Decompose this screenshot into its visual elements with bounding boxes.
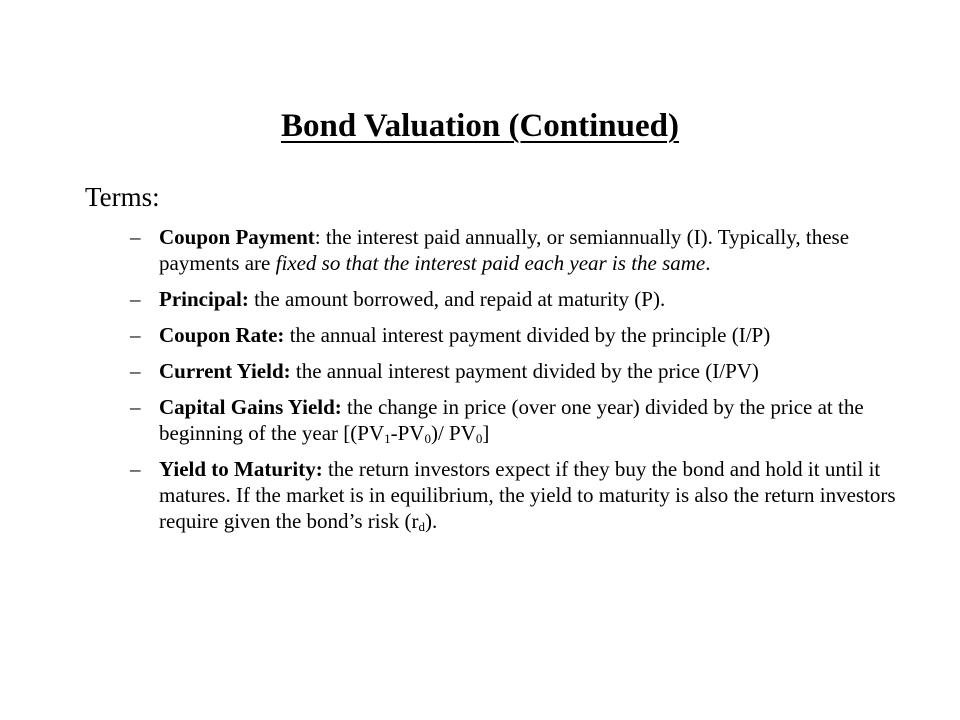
list-item-capital-gains-yield (130, 394, 900, 446)
term-yield-to-maturity: Yield to Maturity: (159, 457, 323, 481)
terms-heading: Terms: (85, 182, 160, 212)
coupon-payment-emphasis: fixed so that the interest paid each year is the same (275, 251, 706, 275)
term-principal: Principal: (159, 287, 249, 311)
terms-list (130, 224, 900, 544)
subscript-0: 0 (424, 431, 431, 446)
term-coupon-rate: Coupon Rate: (159, 323, 285, 347)
yield-to-maturity-text: the return investors expect if they buy the bond and hold it until it matures. If the market is in equilibrium, the yield to maturity is also the return investors require given the bond’s risk (r (159, 457, 896, 533)
list-item-coupon-rate (130, 322, 900, 348)
subscript-d: d (418, 519, 426, 534)
coupon-rate-text: the annual interest payment divided by the principle (I/P) (284, 323, 771, 347)
dash-bullet: – (130, 323, 141, 347)
list-item-coupon-payment (130, 224, 900, 276)
capital-gains-text: the change in price (over one year) divided by the price at the beginning of the year [(PV (159, 395, 864, 445)
list-item-current-yield (130, 358, 900, 384)
capital-gains-mid1: -PV (390, 421, 425, 445)
yield-to-maturity-end: ). (425, 509, 438, 533)
term-coupon-payment: Coupon Payment (159, 225, 315, 249)
list-item-yield-to-maturity (130, 456, 900, 534)
principal-text: the amount borrowed, and repaid at maturity (P). (248, 287, 666, 311)
term-current-yield: Current Yield: (159, 359, 291, 383)
dash-bullet: – (130, 359, 141, 383)
dash-bullet: – (130, 395, 141, 419)
capital-gains-mid2: )/ PV (430, 421, 476, 445)
coupon-payment-end: . (705, 251, 711, 275)
current-yield-text: the annual interest payment divided by the price (I/PV) (290, 359, 759, 383)
dash-bullet: – (130, 457, 141, 481)
slide-title: Bond Valuation (Continued) (281, 108, 679, 144)
dash-bullet: – (130, 287, 141, 311)
subscript-1: 1 (384, 431, 391, 446)
dash-bullet: – (130, 225, 141, 249)
capital-gains-end: ] (482, 421, 490, 445)
subscript-0-second: 0 (475, 431, 483, 446)
list-item-principal (130, 286, 900, 312)
term-capital-gains-yield: Capital Gains Yield: (159, 395, 342, 419)
coupon-payment-text: : the interest paid annually, or semiannually (I). Typically, these payments are (159, 225, 850, 275)
